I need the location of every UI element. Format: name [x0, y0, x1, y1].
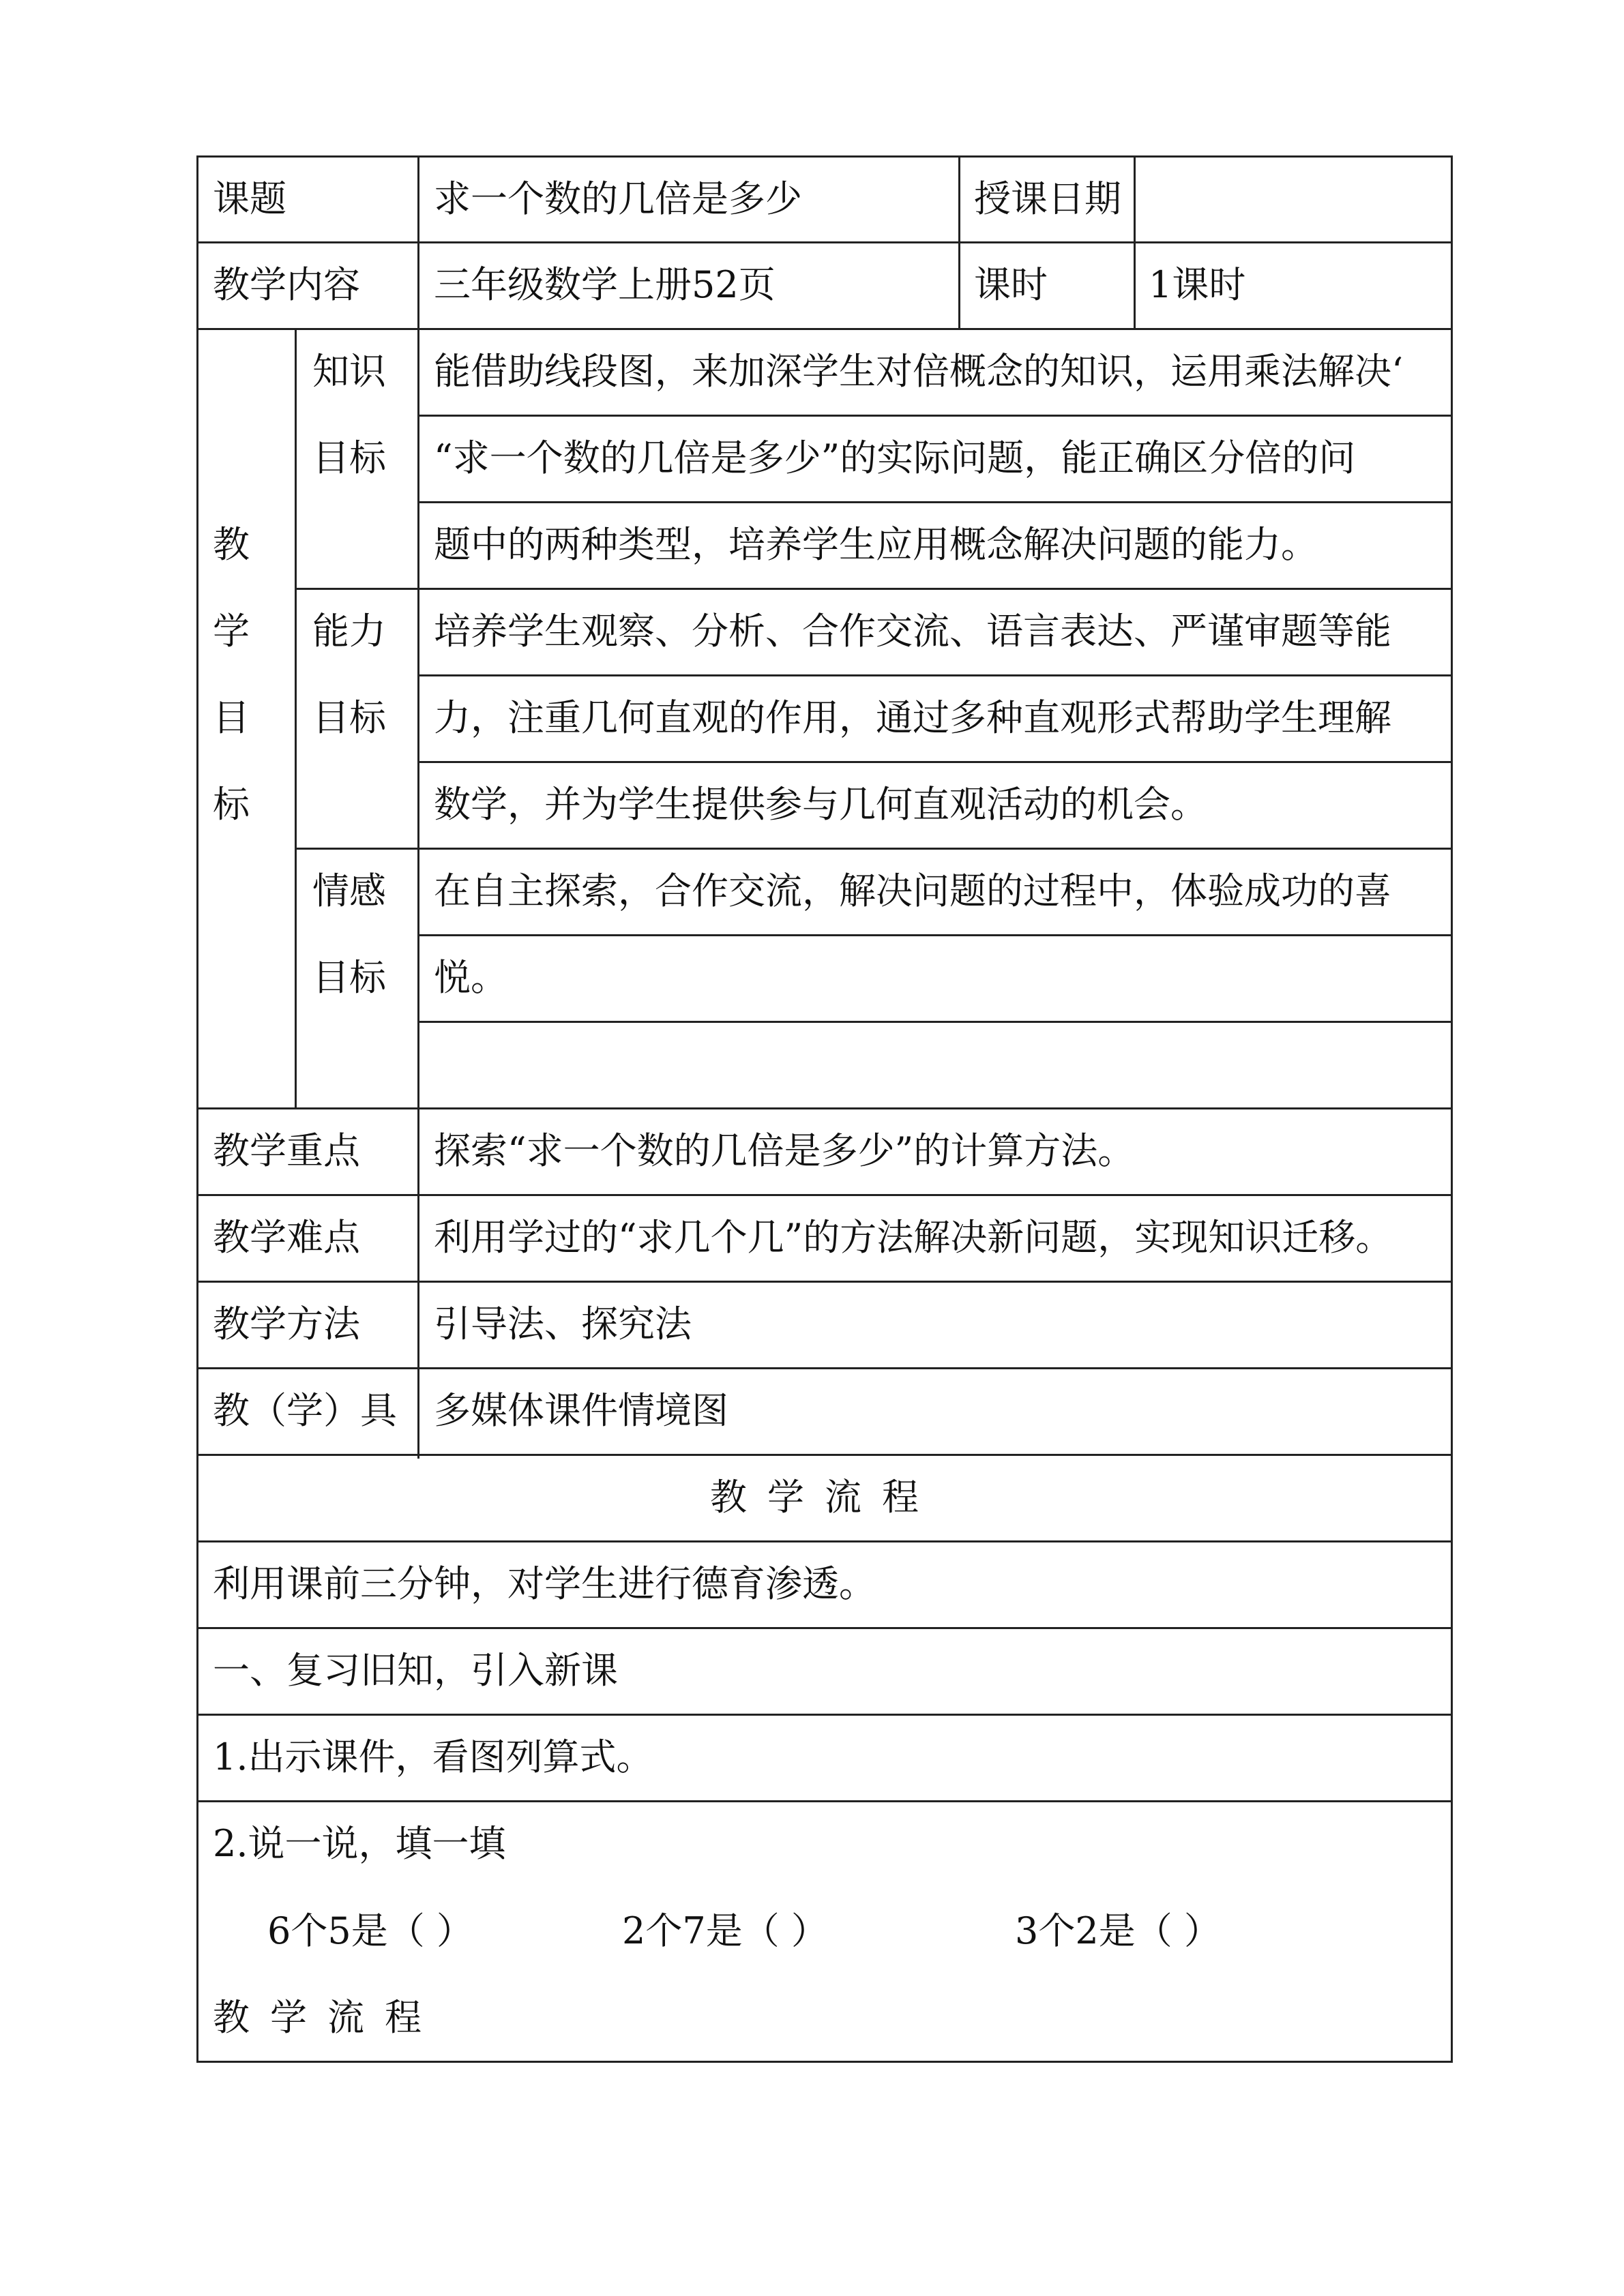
row-divider — [419, 674, 1453, 676]
topic-value: 求一个数的几倍是多少 — [434, 177, 802, 220]
knowledge-goal-text: 能借助线段图，来加深学生对倍概念的知识，运用乘法解决‘ — [434, 350, 1404, 393]
row-divider — [419, 1021, 1453, 1023]
row-divider — [196, 1107, 1453, 1109]
ability-goal-label: 目标 — [312, 696, 386, 739]
fill-blank-item: 2个7是（ ） — [622, 1909, 828, 1952]
col-divider — [417, 155, 419, 1459]
goals-title-char: 学 — [213, 610, 250, 653]
knowledge-goal-text: “求一个数的几倍是多少”的实际问题，能正确区分倍的问 — [434, 436, 1356, 479]
row-divider — [196, 1714, 1453, 1716]
emotion-goal-label: 情感 — [312, 869, 386, 912]
ability-goal-text: 数学，并为学生提供参与几何直观活动的机会。 — [434, 783, 1207, 826]
row-divider — [196, 328, 1453, 330]
method-label: 教学方法 — [213, 1302, 360, 1345]
row-divider — [419, 761, 1453, 763]
tools-value: 多媒体课件情境图 — [434, 1389, 728, 1432]
row-divider — [196, 1367, 1453, 1369]
goals-title-char: 教 — [213, 523, 250, 566]
col-divider — [958, 155, 960, 328]
difficulty-value: 利用学过的“求几个几”的方法解决新问题，实现知识迁移。 — [434, 1216, 1393, 1259]
emotion-goal-text: 在自主探索，合作交流，解决问题的过程中，体验成功的喜 — [434, 869, 1391, 912]
row-divider — [419, 415, 1453, 417]
fill-blank-item: 6个5是（ ） — [267, 1909, 473, 1952]
topic-label: 课题 — [213, 177, 286, 220]
goals-title-char: 标 — [213, 783, 250, 826]
row-divider — [196, 1540, 1453, 1542]
knowledge-goal-text: 题中的两种类型，培养学生应用概念解决问题的能力。 — [434, 523, 1318, 566]
fill-blank-item: 3个2是（ ） — [1015, 1909, 1221, 1952]
row-divider — [419, 501, 1453, 503]
row-divider — [196, 1800, 1453, 1802]
knowledge-goal-label: 目标 — [312, 436, 386, 479]
row-divider — [196, 1627, 1453, 1629]
flow-line: 一、复习旧知，引入新课 — [213, 1649, 618, 1692]
ability-goal-text: 力，注重几何直观的作用，通过多种直观形式帮助学生理解 — [434, 696, 1391, 739]
row-divider — [196, 1454, 1453, 1456]
goals-title-char: 目 — [213, 696, 250, 739]
emotion-goal-text: 悦。 — [434, 956, 507, 999]
flow-line: 1.出示课件，看图列算式。 — [213, 1735, 653, 1778]
row-divider — [419, 934, 1453, 936]
tools-label: 教（学）具 — [213, 1389, 397, 1432]
method-value: 引导法、探究法 — [434, 1302, 692, 1345]
row-divider — [196, 241, 1453, 243]
row-divider — [296, 588, 1453, 590]
emotion-goal-label: 目标 — [312, 956, 386, 999]
flow-footer: 教学流程 — [213, 1996, 442, 2039]
date-label: 授课日期 — [974, 177, 1121, 220]
hours-value: 1课时 — [1149, 263, 1246, 306]
row-divider — [196, 1194, 1453, 1196]
knowledge-goal-label: 知识 — [312, 350, 386, 393]
key-point-label: 教学重点 — [213, 1129, 360, 1172]
col-divider — [1134, 155, 1136, 328]
content-label: 教学内容 — [213, 263, 360, 306]
ability-goal-label: 能力 — [312, 610, 386, 653]
flow-title: 教学流程 — [710, 1476, 939, 1519]
col-divider — [295, 328, 297, 1107]
flow-line: 利用课前三分钟，对学生进行德育渗透。 — [213, 1562, 876, 1605]
row-divider — [196, 1281, 1453, 1283]
key-point-value: 探索“求一个数的几倍是多少”的计算方法。 — [434, 1129, 1135, 1172]
difficulty-label: 教学难点 — [213, 1216, 360, 1259]
ability-goal-text: 培养学生观察、分析、合作交流、语言表达、严谨审题等能 — [434, 610, 1391, 653]
content-value: 三年级数学上册52页 — [434, 263, 776, 306]
row-divider — [296, 848, 1453, 850]
hours-label: 课时 — [974, 263, 1048, 306]
flow-line: 2.说一说，填一填 — [213, 1822, 506, 1865]
